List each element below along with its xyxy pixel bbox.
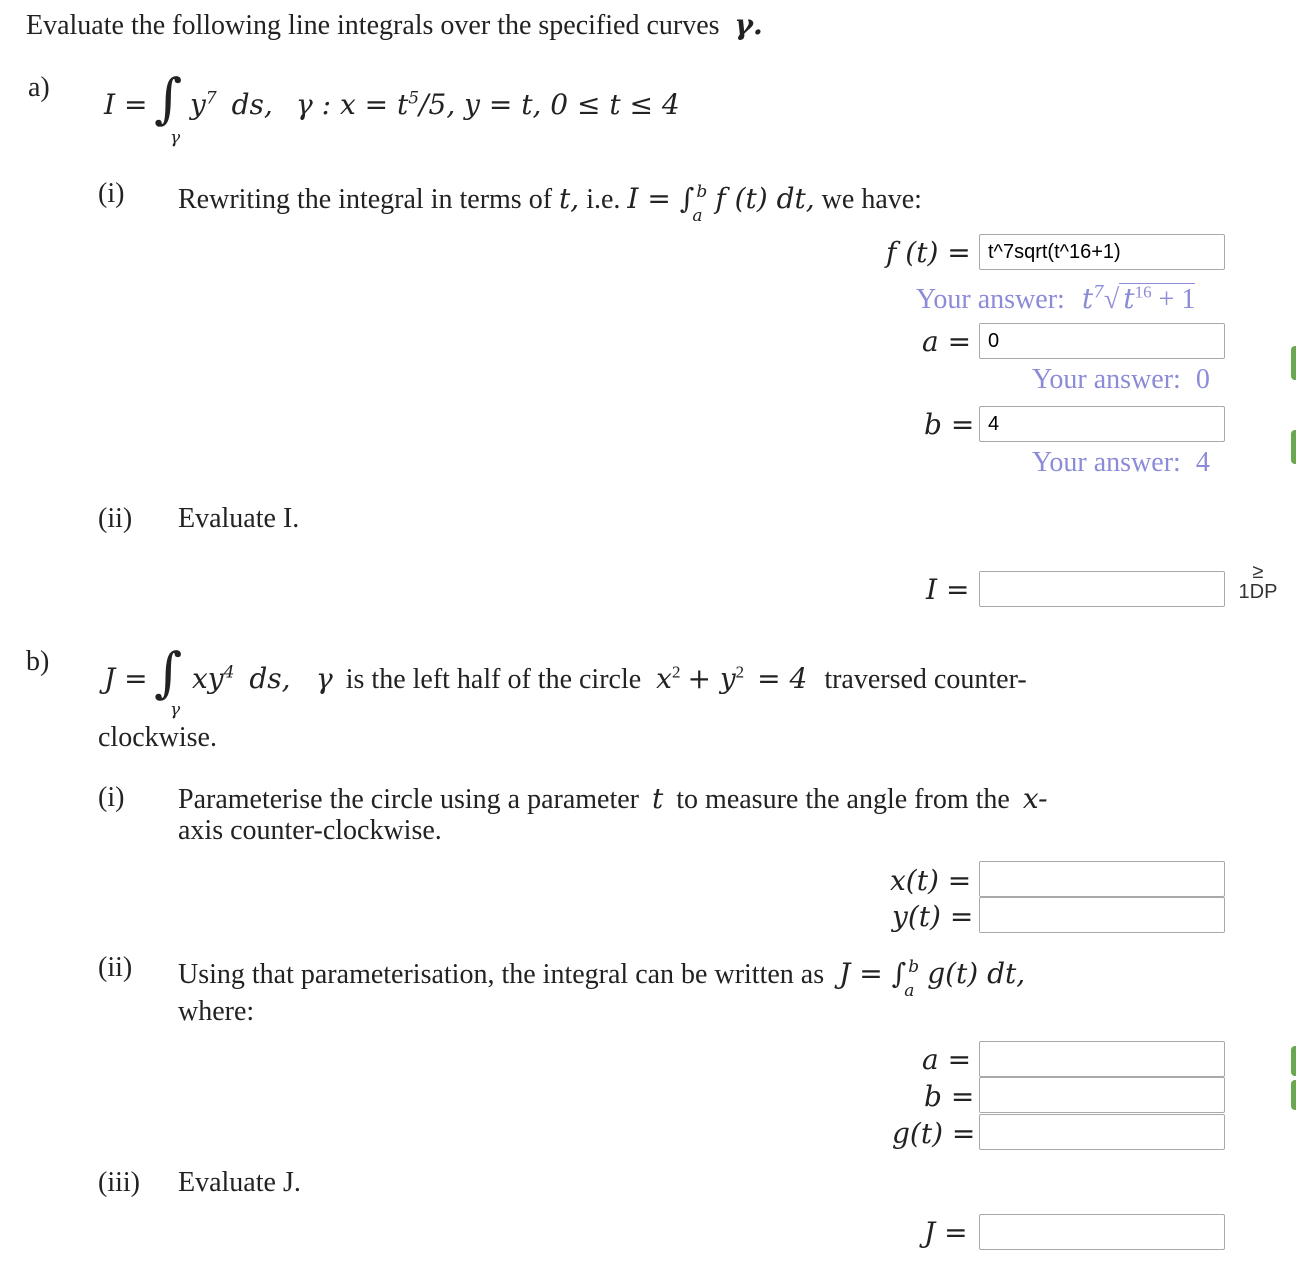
part-a-curve xyxy=(296,88,680,121)
b-iii-text: Evaluate J. xyxy=(178,1167,301,1198)
a-i-lower-limit: a xyxy=(692,206,703,226)
b-b-label: b = xyxy=(924,1080,975,1113)
curve-x: γ : x = t xyxy=(296,88,409,121)
a-input[interactable] xyxy=(979,323,1225,359)
f-answer-label: Your answer: xyxy=(916,284,1065,315)
I-label: I = xyxy=(926,573,970,606)
integral-subscript: γ xyxy=(170,128,181,148)
b-ii-integrand: g(t) dt, xyxy=(927,957,1026,990)
circle-rest: = 4 xyxy=(757,662,808,695)
b-your-answer xyxy=(1032,447,1210,479)
integral-subscript: γ xyxy=(170,700,181,720)
dp-text: 1DP xyxy=(1238,581,1278,603)
a-i-text xyxy=(178,182,922,226)
integrand-base: y xyxy=(190,88,206,121)
b-iii-number: (iii) xyxy=(98,1167,140,1198)
part-a-lhs: I = xyxy=(104,88,148,121)
a-answer-value: 0 xyxy=(1195,364,1210,395)
x-label: x(t) = xyxy=(890,864,972,897)
x-input[interactable] xyxy=(979,861,1225,897)
b-answer-label: Your answer: xyxy=(1032,447,1181,478)
J-label: J = xyxy=(924,1216,968,1249)
integrand-base: xy xyxy=(192,662,224,695)
circle-exp1: 2 xyxy=(671,662,681,682)
a-i-t: t, xyxy=(559,182,580,215)
a-i-integrand: f (t) dt, xyxy=(715,182,815,215)
a-answer-label: Your answer: xyxy=(1032,364,1181,395)
circle-x: x xyxy=(656,662,672,695)
b-a-input[interactable] xyxy=(979,1041,1225,1077)
b-i-x: x- xyxy=(1022,782,1048,815)
b-ii-lower-limit: a xyxy=(904,981,915,1001)
integral-sign: ∫ xyxy=(154,67,183,130)
part-b-description xyxy=(316,662,1027,696)
f-answer-inner: t xyxy=(1123,282,1135,315)
status-tab xyxy=(1291,430,1296,464)
y-input[interactable] xyxy=(979,897,1225,933)
integrand-exponent: 4 xyxy=(223,662,235,683)
part-b-label: b) xyxy=(26,646,50,677)
status-tab xyxy=(1291,1080,1296,1110)
b-ii-line1 xyxy=(178,957,1026,1001)
ds-term: ds, xyxy=(231,88,273,121)
intro-text xyxy=(26,8,763,42)
a-i-text-before: Rewriting the integral in terms of xyxy=(178,184,553,215)
b-i-number: (i) xyxy=(98,782,125,813)
part-b-integrand xyxy=(192,662,291,695)
part-a-integrand xyxy=(190,88,273,121)
f-answer-inner-exp: 16 xyxy=(1134,282,1152,302)
b-input[interactable] xyxy=(979,406,1225,442)
circle-plus-y: + y xyxy=(687,662,736,695)
b-answer-value: 4 xyxy=(1195,447,1210,478)
b-a-label: a = xyxy=(922,1043,972,1076)
I-input[interactable] xyxy=(979,571,1225,607)
a-i-upper-limit: b xyxy=(696,182,708,202)
J-input[interactable] xyxy=(979,1214,1225,1250)
b-i-line1b: to measure the angle from the xyxy=(676,784,1010,815)
intro-sentence: Evaluate the following line integrals over the specified curves xyxy=(26,10,720,41)
b-desc2: traversed counter- xyxy=(824,664,1027,695)
b-i-t: t xyxy=(652,782,664,815)
circle-exp2: 2 xyxy=(735,662,745,682)
a-ii-text: Evaluate I. xyxy=(178,503,300,534)
b-desc1: is the left half of the circle xyxy=(345,664,642,695)
curve-rest: /5, y = t, 0 ≤ t ≤ 4 xyxy=(419,88,680,121)
f-answer-plus: + 1 xyxy=(1158,284,1196,315)
part-a-label: a) xyxy=(28,72,50,103)
integral-sign: ∫ xyxy=(154,641,183,704)
b-i-line2: axis counter-clockwise. xyxy=(178,815,442,846)
b-ii-line1-text: Using that parameterisation, the integral can be written as xyxy=(178,959,825,990)
g-input[interactable] xyxy=(979,1114,1225,1150)
b-label: b = xyxy=(924,408,975,441)
status-tab xyxy=(1291,1046,1296,1076)
b-ii-integral: J = ∫ xyxy=(839,957,907,990)
b-ii-number: (ii) xyxy=(98,952,133,983)
f-label: f (t) = xyxy=(886,236,971,269)
a-your-answer xyxy=(1032,364,1210,396)
f-input[interactable] xyxy=(979,234,1225,270)
f-your-answer xyxy=(916,282,1195,316)
status-tab xyxy=(1291,346,1296,380)
f-answer-exp: 7 xyxy=(1093,282,1104,303)
b-i-line1-text: Parameterise the circle using a parameter xyxy=(178,784,639,815)
b-ii-line2: where: xyxy=(178,996,255,1027)
b-i-line1 xyxy=(178,782,1048,816)
b-desc3: clockwise. xyxy=(98,722,217,753)
dp-symbol: ≥ xyxy=(1252,561,1264,583)
integrand-exponent: 7 xyxy=(205,88,217,109)
y-label: y(t) = xyxy=(892,900,974,933)
f-answer-t: t xyxy=(1081,282,1094,315)
b-b-input[interactable] xyxy=(979,1077,1225,1113)
g-label: g(t) = xyxy=(892,1117,976,1150)
precision-hint xyxy=(1232,562,1284,602)
f-answer-radical: √ xyxy=(1103,284,1120,315)
a-ii-number: (ii) xyxy=(98,503,133,534)
a-label: a = xyxy=(922,325,972,358)
curve-exponent: 5 xyxy=(408,88,420,109)
a-i-number: (i) xyxy=(98,178,125,209)
a-i-integral: I = ∫ xyxy=(627,182,695,215)
a-i-ie: i.e. xyxy=(586,184,621,215)
a-i-text-after: we have: xyxy=(821,184,922,215)
part-b-lhs: J = xyxy=(104,662,148,695)
ds-term: ds, xyxy=(249,662,291,695)
b-ii-upper-limit: b xyxy=(908,957,920,977)
gamma-symbol: γ. xyxy=(734,8,763,41)
gamma-symbol: γ xyxy=(316,662,333,695)
